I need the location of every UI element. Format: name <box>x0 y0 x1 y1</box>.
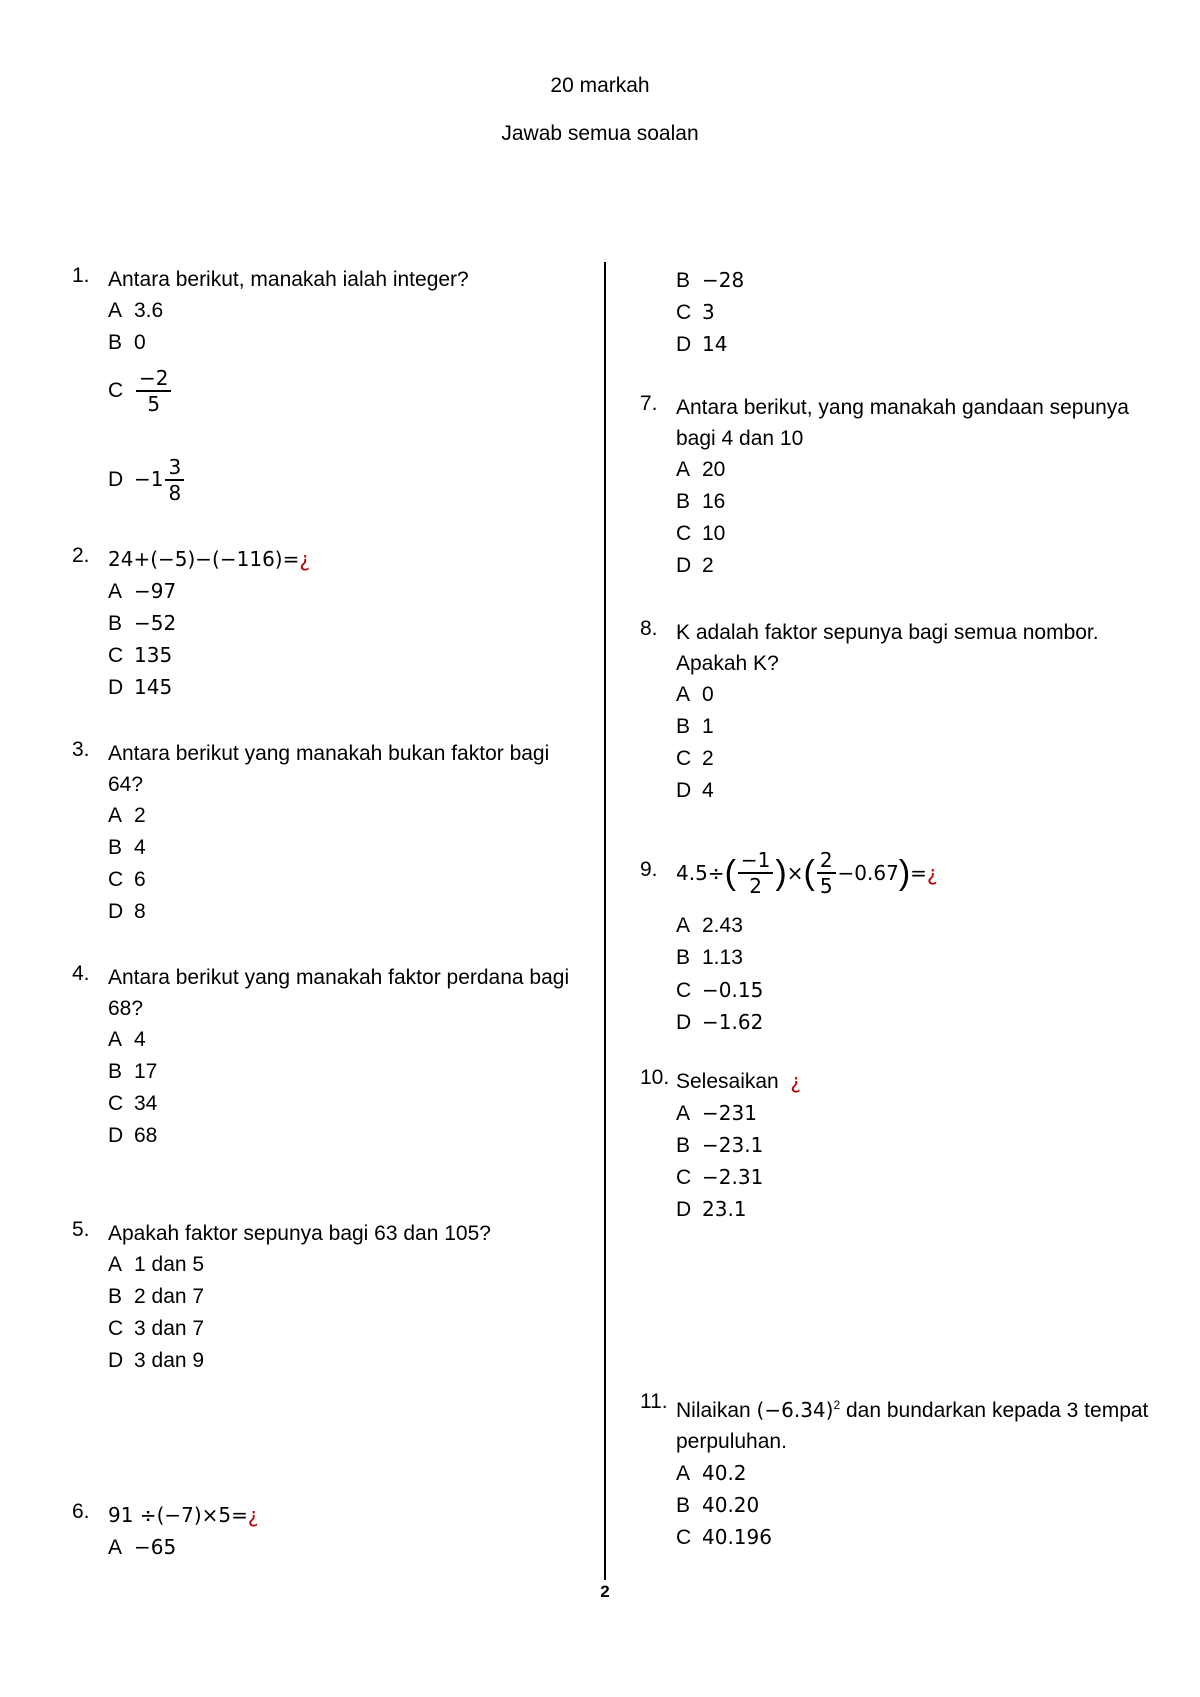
question-stem: Antara berikut, manakah ialah integer? <box>108 268 469 291</box>
option-b[interactable]: B 1 <box>676 715 714 738</box>
question-2 <box>72 544 572 703</box>
option-d[interactable]: D 8 <box>108 900 146 923</box>
option-b[interactable]: B 17 <box>108 1060 158 1083</box>
fraction: $\frac{2}{5}$ <box>817 848 836 898</box>
question-number: 10. <box>640 1066 670 1089</box>
option-d[interactable]: D −1.62 <box>676 1010 764 1034</box>
option-a[interactable]: A 2 <box>108 804 146 827</box>
question-number: 4. <box>72 962 90 985</box>
question-number: 9. <box>640 858 658 881</box>
option-a[interactable]: A 1 dan 5 <box>108 1253 205 1276</box>
question-number: 7. <box>640 392 658 415</box>
option-c[interactable]: C −0.15 <box>676 978 764 1002</box>
option-c[interactable]: C 40.196 <box>676 1525 772 1549</box>
question-number: 2. <box>72 544 90 567</box>
option-c[interactable]: C −2.31 <box>676 1165 764 1189</box>
option-a[interactable]: A −231 <box>676 1101 757 1125</box>
question-6 <box>72 1500 572 1563</box>
question-4 <box>72 962 572 1152</box>
question-8 <box>640 617 1160 807</box>
question-number: 8. <box>640 617 658 640</box>
question-number: 11. <box>640 1390 668 1413</box>
option-b[interactable]: B −28 <box>676 268 745 292</box>
option-d[interactable]: D 2 <box>676 554 714 577</box>
column-divider <box>604 262 606 1580</box>
question-stem: Antara berikut, yang manakah gandaan sepunya bagi 4 dan 10 <box>676 396 1129 450</box>
option-c[interactable]: C $\frac{-2}{5}$ <box>108 361 572 421</box>
question-11 <box>640 1390 1160 1553</box>
question-7 <box>640 392 1140 582</box>
option-a[interactable]: A 4 <box>108 1028 146 1051</box>
placeholder-mark: ¿ <box>926 860 938 885</box>
page-number: 2 <box>600 1582 610 1601</box>
option-b[interactable]: B 40.20 <box>676 1493 760 1517</box>
option-c[interactable]: C 6 <box>108 868 146 891</box>
question-6-continued <box>640 264 1160 360</box>
fraction: $\frac{-2}{5}$ <box>136 366 171 416</box>
question-number: 1. <box>72 264 90 287</box>
question-number: 5. <box>72 1218 90 1241</box>
option-c[interactable]: C 3 dan 7 <box>108 1317 205 1340</box>
option-a[interactable]: A 20 <box>676 458 726 481</box>
placeholder-mark: ¿ <box>790 1069 802 1093</box>
option-b[interactable]: B 4 <box>108 836 146 859</box>
option-a[interactable]: A −97 <box>108 579 177 603</box>
option-d[interactable]: D 68 <box>108 1124 158 1147</box>
question-1 <box>72 264 572 509</box>
option-b[interactable]: B −23.1 <box>676 1133 764 1157</box>
placeholder-mark: ¿ <box>247 1503 259 1527</box>
option-b[interactable]: B 1.13 <box>676 946 743 969</box>
question-9 <box>640 840 1160 1038</box>
question-3 <box>72 738 572 928</box>
question-10 <box>640 1066 1160 1225</box>
question-5 <box>72 1218 572 1377</box>
question-number: 3. <box>72 738 90 761</box>
option-a[interactable]: A 40.2 <box>676 1461 747 1485</box>
option-c[interactable]: C 3 <box>676 300 715 324</box>
option-a[interactable]: A 2.43 <box>676 914 743 937</box>
option-d[interactable]: D 14 <box>676 332 728 356</box>
question-stem: Antara berikut yang manakah faktor perdana bagi 68? <box>108 966 570 1020</box>
question-expression: 24+(−5)−(−116)= <box>108 547 300 571</box>
fraction: $\frac{-1}{2}$ <box>738 848 773 898</box>
question-expression: 91 ÷(−7)×5= <box>108 1503 248 1527</box>
option-a[interactable]: A 0 <box>676 683 714 706</box>
option-c[interactable]: C 2 <box>676 747 714 770</box>
option-c[interactable]: C 34 <box>108 1092 158 1115</box>
option-b[interactable]: B 2 dan 7 <box>108 1285 205 1308</box>
question-number: 6. <box>72 1500 90 1523</box>
question-stem: Nilaikan $(-6.34)^2$ dan bundarkan kepada 3 tempat perpuluhan. <box>676 1398 1149 1453</box>
option-a[interactable]: A −65 <box>108 1535 177 1559</box>
question-stem: Apakah faktor sepunya bagi 63 dan 105? <box>108 1222 491 1245</box>
option-d[interactable]: D 23.1 <box>676 1197 747 1221</box>
option-a[interactable]: A 3.6 <box>108 299 164 322</box>
option-b[interactable]: B −52 <box>108 611 177 635</box>
question-stem: Antara berikut yang manakah bukan faktor bagi 64? <box>108 742 550 796</box>
option-d[interactable]: D −1 $\frac{3}{8}$ <box>108 449 572 509</box>
instruction-heading: Jawab semua soalan <box>501 122 699 145</box>
option-d[interactable]: D 4 <box>676 779 714 802</box>
placeholder-mark: ¿ <box>299 547 310 571</box>
fraction: $\frac{3}{8}$ <box>165 455 184 505</box>
option-b[interactable]: B 0 <box>108 331 146 354</box>
question-expression: 4.5÷ ( $\frac{-1}{2}$ ) × ( $\frac{2}{5}$ −0.67 ) = ¿ <box>676 848 938 898</box>
question-stem: K adalah faktor sepunya bagi semua nombor. Apakah K? <box>676 621 1099 675</box>
option-d[interactable]: D 145 <box>108 675 173 699</box>
question-stem: Selesaikan <box>676 1070 779 1093</box>
option-d[interactable]: D 3 dan 9 <box>108 1349 205 1372</box>
option-b[interactable]: B 16 <box>676 490 726 513</box>
option-c[interactable]: C 135 <box>108 643 173 667</box>
marks-heading: 20 markah <box>550 74 650 97</box>
option-c[interactable]: C 10 <box>676 522 726 545</box>
